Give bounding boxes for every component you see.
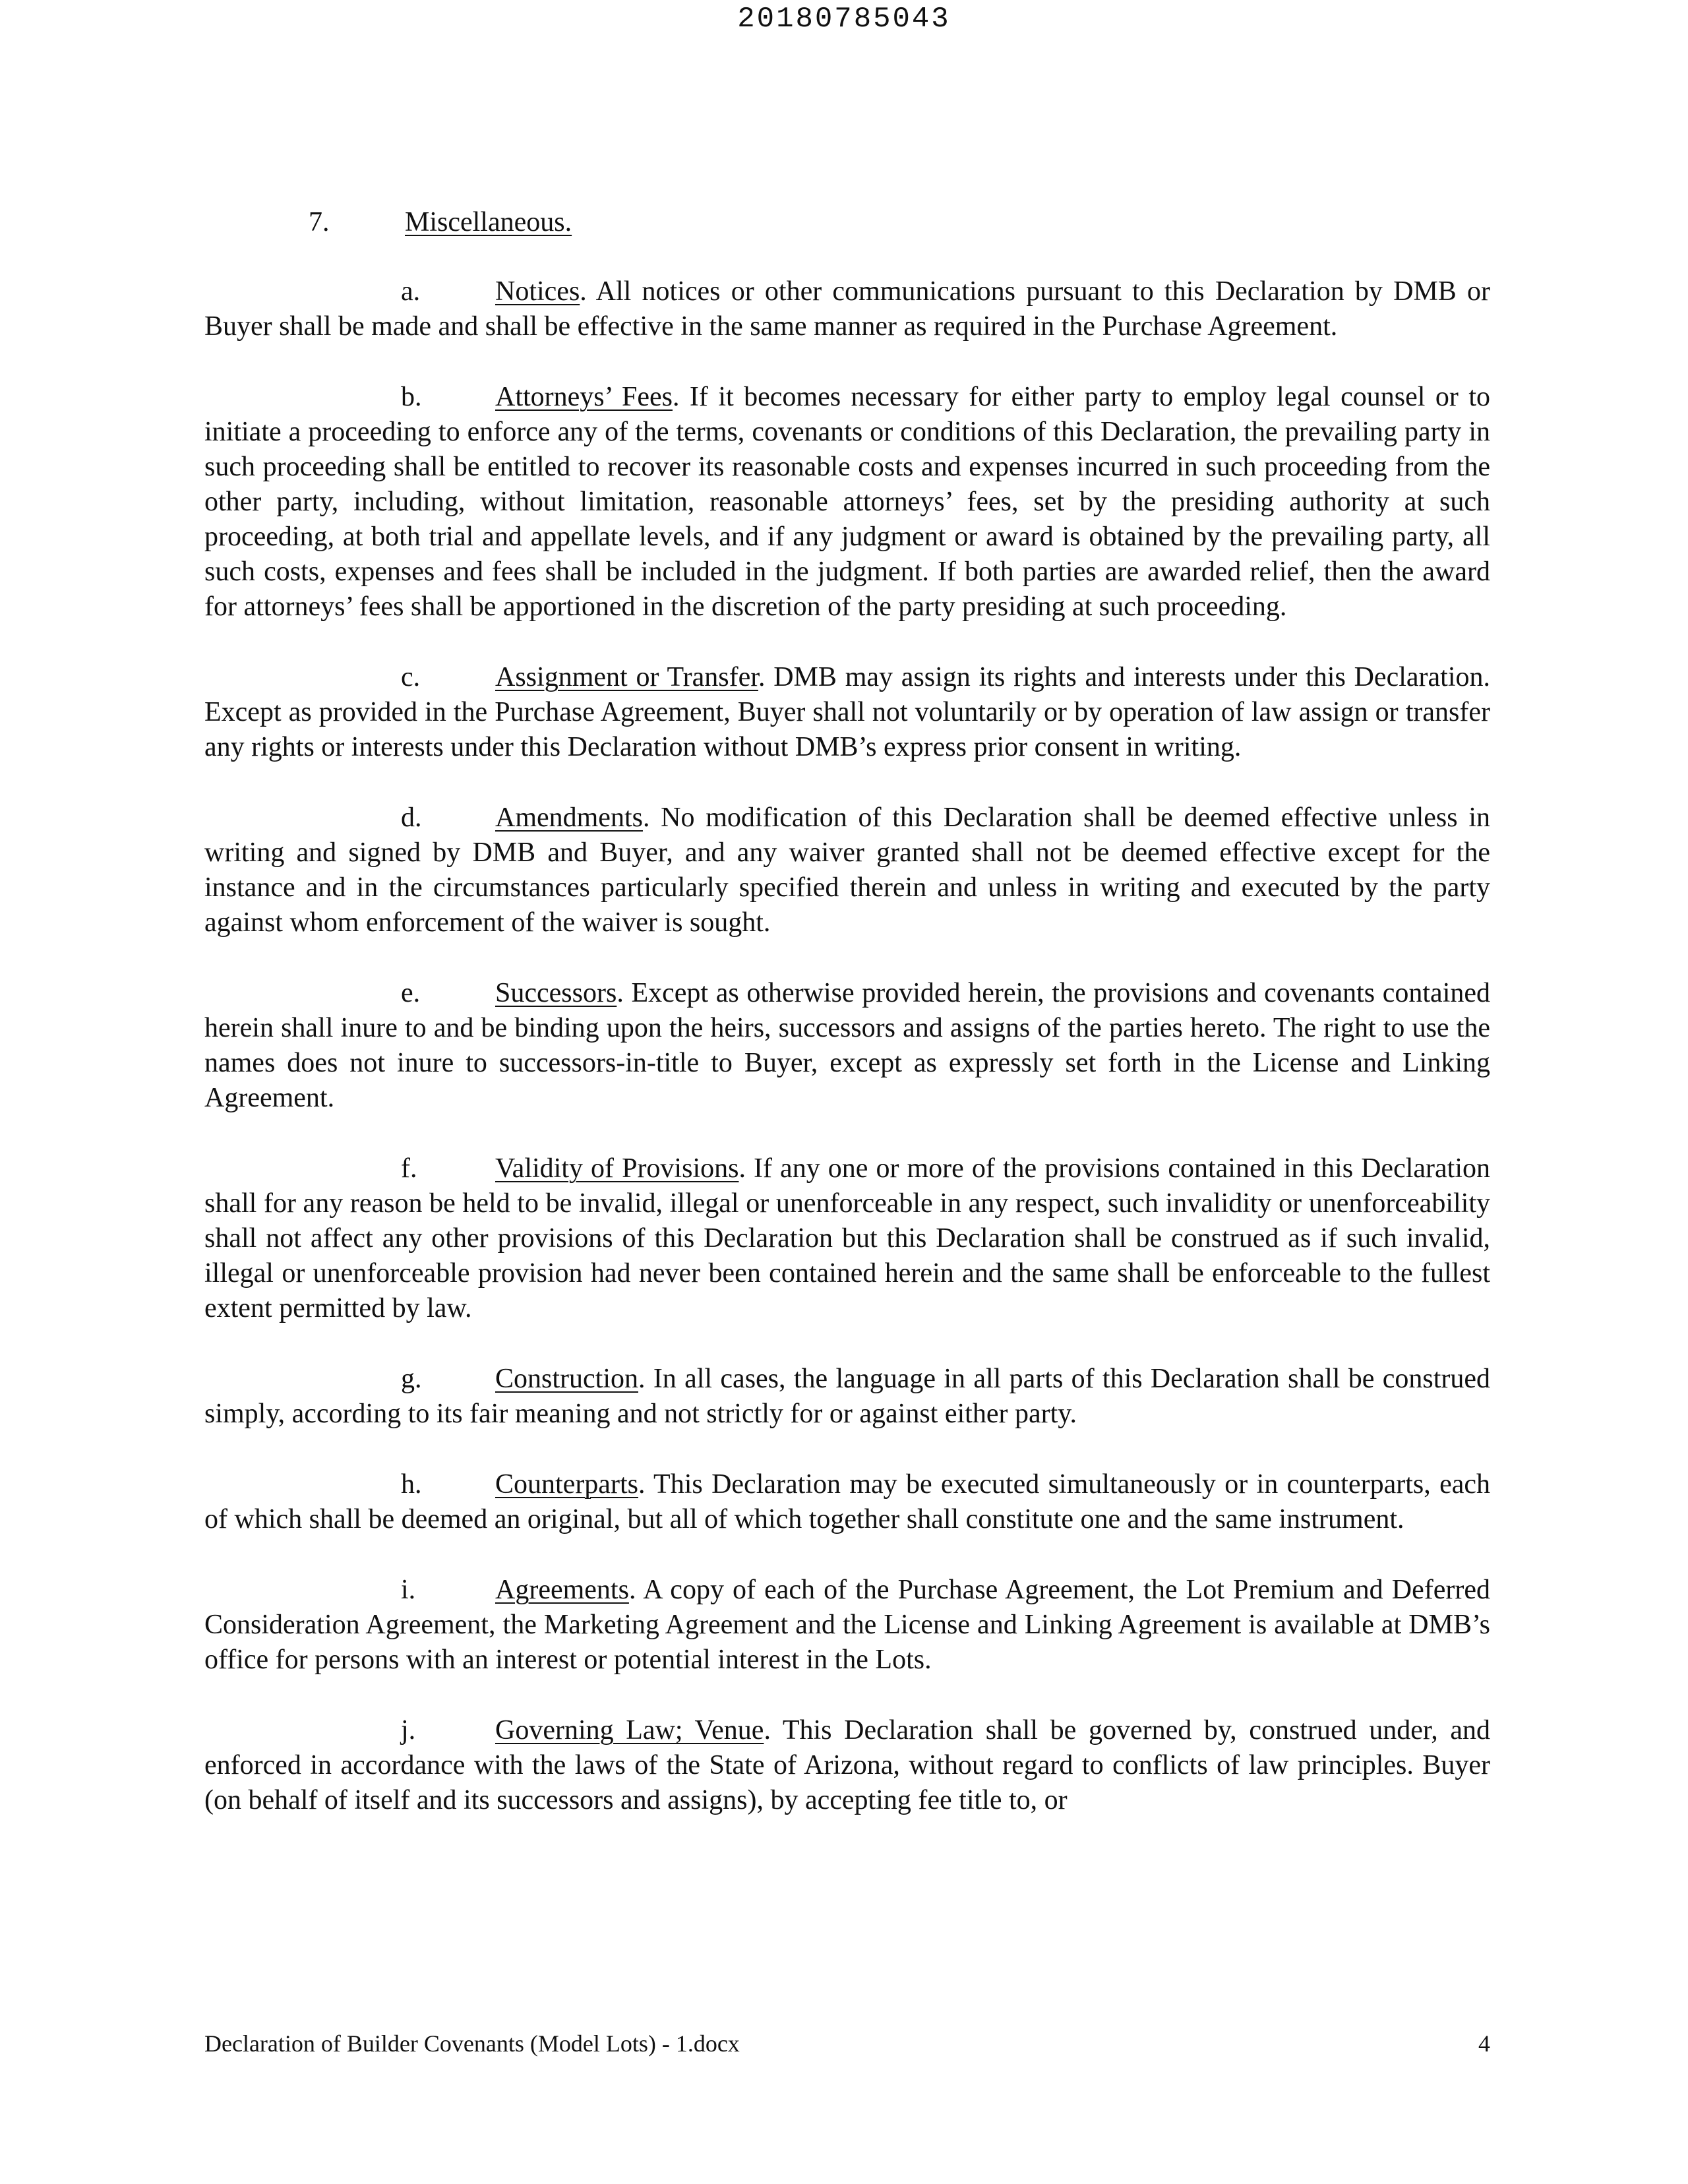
paragraph-body: . In all cases, the language in all parts of this Declaration shall be construed simply, according to its fair meaning and not strictly for or against either party. xyxy=(204,1364,1490,1429)
paragraph-attorneys-fees xyxy=(204,380,1490,624)
paragraph-letter: c. xyxy=(401,662,421,692)
paragraph-assignment xyxy=(204,660,1490,765)
paragraph-letter: d. xyxy=(401,803,422,833)
paragraph-body: . Except as otherwise provided herein, the provisions and covenants contained herein shall inure to and be binding upon the heirs, successors and assigns of the parties hereto. The right to use the names does not inure to successors-in-title to Buyer, except as expressly set forth in the License and Linking Agreement. xyxy=(204,978,1490,1113)
paragraph-title: Assignment or Transfer xyxy=(495,662,758,692)
paragraph-letter: g. xyxy=(401,1364,422,1394)
paragraph-governing-law xyxy=(204,1713,1490,1818)
paragraph-letter: h. xyxy=(401,1469,422,1500)
section-title: Miscellaneous. xyxy=(405,207,572,237)
paragraph-counterparts xyxy=(204,1467,1490,1537)
paragraph-validity xyxy=(204,1151,1490,1326)
section-heading xyxy=(204,206,1490,239)
paragraph-amendments xyxy=(204,801,1490,940)
paragraph-letter: e. xyxy=(401,978,421,1008)
paragraph-body: . If any one or more of the provisions contained in this Declaration shall for any reason be held to be invalid, illegal or unenforceable in any respect, such invalidity or unenforceability shall not affect any other provisions of this Declaration but this Declaration shall be construed as if such invalid, illegal or unenforceable provision had never been contained herein and the same shall be enforceable to the fullest extent permitted by law. xyxy=(204,1153,1490,1323)
paragraph-title: Governing Law; Venue xyxy=(495,1715,764,1745)
paragraph-body: . A copy of each of the Purchase Agreement, the Lot Premium and Deferred Consideration Agreement, the Marketing Agreement and the License and Linking Agreement is available at DMB’s office for persons with an interest or potential interest in the Lots. xyxy=(204,1575,1490,1675)
section-number: 7. xyxy=(309,207,330,237)
footer-filename: Declaration of Builder Covenants (Model Lots) - 1.docx xyxy=(204,2030,740,2057)
paragraph-title: Agreements xyxy=(495,1575,629,1605)
recording-number: 20180785043 xyxy=(737,3,951,36)
paragraph-letter: a. xyxy=(401,276,421,307)
paragraph-body: . If it becomes necessary for either party to employ legal counsel or to initiate a proceeding to enforce any of the terms, covenants or conditions of this Declaration, the prevailing party in such proceeding shall be entitled to recover its reasonable costs and expenses incurred in such proceeding from the other party, including, without limitation, reasonable attorneys’ fees, set by the presiding authority at such proceeding, at both trial and appellate levels, and if any judgment or award is obtained by the prevailing party, all such costs, expenses and fees shall be included in the judgment. If both parties are awarded relief, then the award for attorneys’ fees shall be apportioned in the discretion of the party presiding at such proceeding. xyxy=(204,382,1491,622)
paragraph-title: Successors xyxy=(495,978,617,1008)
paragraph-title: Counterparts xyxy=(495,1469,638,1500)
paragraph-body: . This Declaration shall be governed by, construed under, and enforced in accordance with the laws of the State of Arizona, without regard to conflicts of law principles. Buyer (on behalf of itself and its successors and assigns), by accepting fee title to, or xyxy=(204,1715,1490,1815)
paragraph-title: Amendments xyxy=(495,803,643,833)
paragraph-title: Validity of Provisions xyxy=(495,1153,739,1184)
paragraph-title: Attorneys’ Fees xyxy=(495,382,673,412)
paragraph-body: . This Declaration may be executed simultaneously or in counterparts, each of which shall be deemed an original, but all of which together shall constitute one and the same instrument. xyxy=(204,1469,1490,1534)
paragraph-construction xyxy=(204,1362,1490,1432)
paragraph-letter: j. xyxy=(401,1715,416,1745)
paragraph-letter: b. xyxy=(401,382,422,412)
paragraph-letter: i. xyxy=(401,1575,416,1605)
paragraph-body: . All notices or other communications pursuant to this Declaration by DMB or Buyer shall be made and shall be effective in the same manner as required in the Purchase Agreement. xyxy=(204,276,1490,342)
page-footer xyxy=(204,2030,1490,2057)
paragraph-successors xyxy=(204,976,1490,1116)
document-body xyxy=(204,206,1490,1854)
paragraph-body: . DMB may assign its rights and interests under this Declaration. Except as provided in the Purchase Agreement, Buyer shall not voluntarily or by operation of law assign or transfer any rights or interests under this Declaration without DMB’s express prior consent in writing. xyxy=(204,662,1490,762)
paragraph-body: . No modification of this Declaration shall be deemed effective unless in writing and signed by DMB and Buyer, and any waiver granted shall not be deemed effective except for the instance and in the circumstances particularly specified therein and unless in writing and executed by the party against whom enforcement of the waiver is sought. xyxy=(204,803,1490,938)
paragraph-title: Construction xyxy=(495,1364,638,1394)
paragraph-notices xyxy=(204,274,1490,344)
page-number: 4 xyxy=(1478,2030,1490,2057)
paragraph-title: Notices xyxy=(495,276,580,307)
paragraph-agreements xyxy=(204,1573,1490,1678)
paragraph-letter: f. xyxy=(401,1153,417,1184)
